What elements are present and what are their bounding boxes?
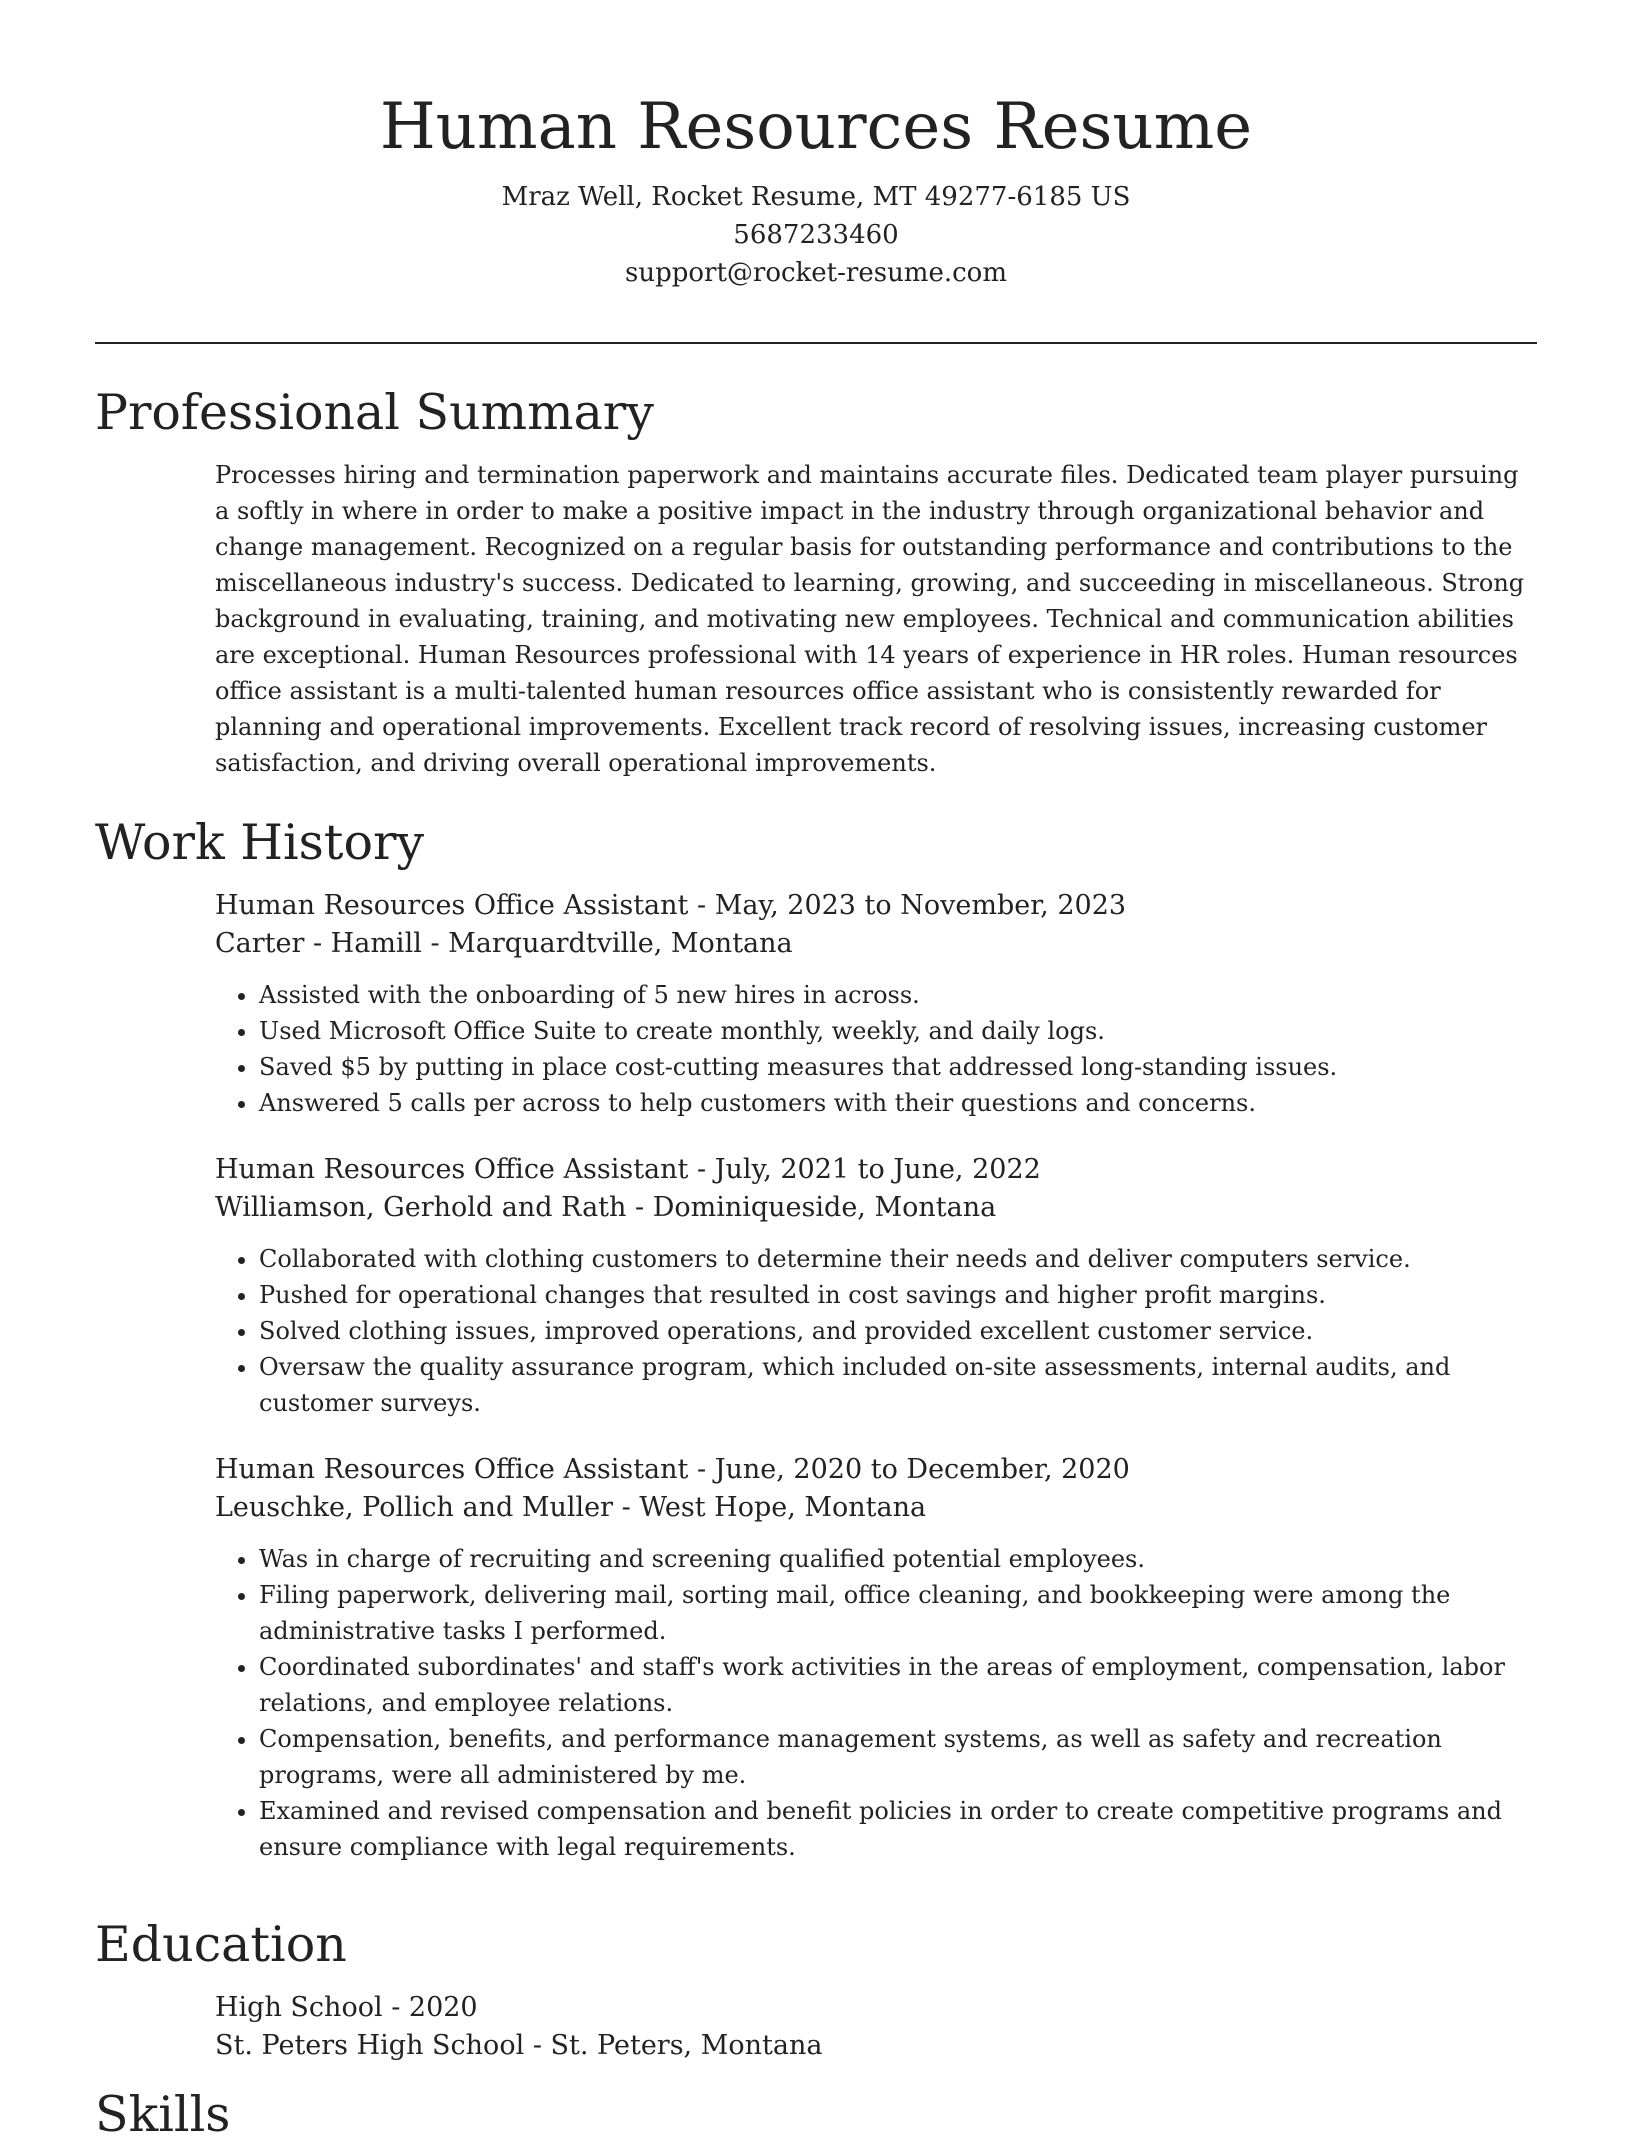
header-divider (95, 342, 1537, 344)
job-location: - Dominiqueside, Montana (635, 1192, 997, 1223)
job-location: - West Hope, Montana (621, 1492, 927, 1523)
job-title-line (215, 887, 1537, 925)
job-bullet: • Filing paperwork, delivering mail, sorting mail, office cleaning, and bookkeeping were among the administrative tasks I performed. (259, 1577, 1537, 1649)
job-bullet: • Pushed for operational changes that resulted in cost savings and higher profit margins. (259, 1277, 1537, 1313)
job-entry (215, 1451, 1537, 1865)
job-bullet: • Answered 5 calls per across to help customers with their questions and concerns. (259, 1085, 1537, 1121)
professional-summary-section (95, 383, 1537, 781)
job-company: Carter - Hamill (215, 928, 422, 959)
skills-section (95, 2085, 1537, 2145)
job-entry (215, 1151, 1537, 1421)
job-bullet: • Assisted with the onboarding of 5 new hires in across. (259, 977, 1537, 1013)
job-location: - Marquardtville, Montana (430, 928, 793, 959)
job-bullet: • Used Microsoft Office Suite to create monthly, weekly, and daily logs. (259, 1013, 1537, 1049)
section-heading-summary: Professional Summary (95, 384, 654, 441)
job-title-line (215, 1451, 1537, 1489)
resume-title: Human Resources Resume (379, 90, 1253, 164)
section-heading-education: Education (95, 1916, 347, 1973)
job-bullet: • Compensation, benefits, and performance management systems, as well as safety and recreation programs, were all administered by me. (259, 1721, 1537, 1793)
education-section (95, 1915, 1537, 2065)
education-degree: High School (215, 1992, 383, 2023)
education-degree-line (215, 1989, 1537, 2027)
education-school-line (215, 2027, 1537, 2065)
job-bullets (215, 1541, 1537, 1865)
job-bullets (215, 1241, 1537, 1421)
job-entry (215, 887, 1537, 1121)
job-company-line (215, 1189, 1537, 1227)
education-school: St. Peters High School (215, 2030, 525, 2061)
job-bullets (215, 977, 1537, 1121)
section-heading-work: Work History (95, 814, 425, 871)
contact-email: support@rocket-resume.com (624, 258, 1007, 288)
work-history-section (95, 813, 1537, 1865)
section-heading-skills: Skills (95, 2086, 231, 2143)
job-dates: - June, 2020 to December, 2020 (696, 1454, 1130, 1485)
job-dates: - July, 2021 to June, 2022 (696, 1154, 1041, 1185)
job-bullet: • Oversaw the quality assurance program, which included on-site assessments, internal audits, and customer surveys. (259, 1349, 1537, 1421)
job-bullet: • Examined and revised compensation and benefit policies in order to create competitive programs and ensure compliance with legal requirements. (259, 1793, 1537, 1865)
job-company-line (215, 925, 1537, 963)
job-bullet: • Solved clothing issues, improved operations, and provided excellent customer service. (259, 1313, 1537, 1349)
job-title: Human Resources Office Assistant (215, 1454, 689, 1485)
contact-phone: 5687233460 (733, 220, 899, 250)
job-bullet: • Was in charge of recruiting and screening qualified potential employees. (259, 1541, 1537, 1577)
job-bullet: • Collaborated with clothing customers to determine their needs and deliver computers service. (259, 1241, 1537, 1277)
job-title: Human Resources Office Assistant (215, 1154, 689, 1185)
job-company-line (215, 1489, 1537, 1527)
education-year: - 2020 (391, 1992, 478, 2023)
job-company: Williamson, Gerhold and Rath (215, 1192, 627, 1223)
job-title-line (215, 1151, 1537, 1189)
education-location: - St. Peters, Montana (532, 2030, 823, 2061)
job-bullet: • Saved $5 by putting in place cost-cutting measures that addressed long-standing issues. (259, 1049, 1537, 1085)
resume-header (95, 88, 1537, 292)
contact-address: Mraz Well, Rocket Resume, MT 49277-6185 US (501, 182, 1131, 212)
summary-text: Processes hiring and termination paperwork and maintains accurate files. Dedicated team player pursuing a softly in where in order to make a positive impact in the industry through organizational behavior and change management. Recognized on a regular basis for outstanding performance and contributions to the miscellaneous industry's success. Dedicated to learning, growing, and succeeding in miscellaneous. Strong background in evaluating, training, and motivating new employees. Technical and communication abilities are exceptional. Human Resources professional with 14 years of experience in HR roles. Human resources office assistant is a multi-talented human resources office assistant who is consistently rewarded for planning and operational improvements. Excellent track record of resolving issues, increasing customer satisfaction, and driving overall operational improvements. (215, 461, 1525, 777)
job-dates: - May, 2023 to November, 2023 (696, 890, 1127, 921)
job-company: Leuschke, Pollich and Muller (215, 1492, 614, 1523)
job-title: Human Resources Office Assistant (215, 890, 689, 921)
job-bullet: • Coordinated subordinates' and staff's work activities in the areas of employment, compensation, labor relations, and employee relations. (259, 1649, 1537, 1721)
